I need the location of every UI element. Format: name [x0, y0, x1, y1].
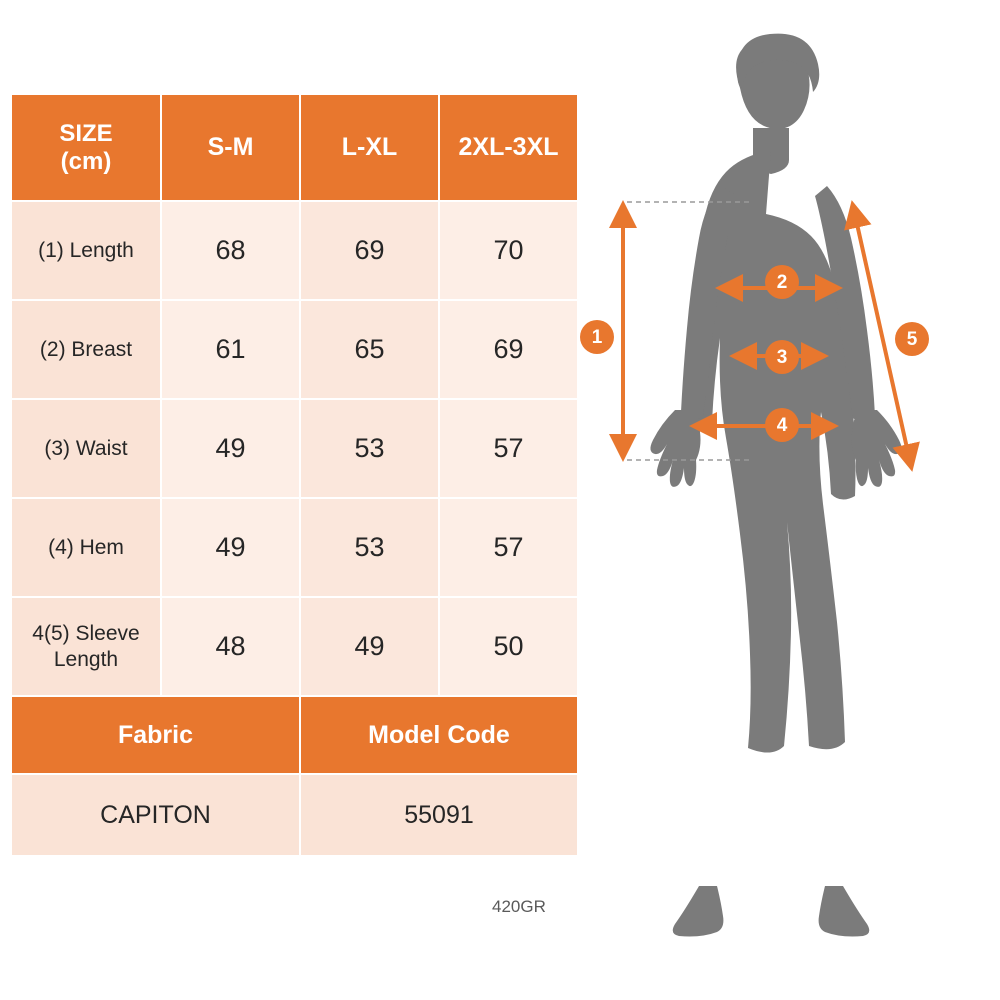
body-shape [686, 34, 856, 753]
marker-badge-3: 3 [765, 340, 799, 374]
cell-waist-s-m: 49 [161, 399, 300, 498]
cell-hem-l-xl: 53 [300, 498, 439, 597]
table-header-row [11, 94, 578, 201]
feet-shape [673, 886, 870, 937]
cell-waist-2xl-3xl: 57 [439, 399, 578, 498]
fabric-weight-note: 420GR [492, 897, 546, 916]
row-label-hem: (4) Hem [11, 498, 161, 597]
cell-length-2xl-3xl: 70 [439, 201, 578, 300]
marker-badge-1: 1 [580, 320, 614, 354]
cell-breast-l-xl: 65 [300, 300, 439, 399]
marker-badge-4: 4 [765, 408, 799, 442]
row-label-waist: (3) Waist [11, 399, 161, 498]
row-label-length: (1) Length [11, 201, 161, 300]
row-label-breast: (2) Breast [11, 300, 161, 399]
table-row [11, 300, 578, 399]
cell-sleeve-s-m: 48 [161, 597, 300, 696]
table-row [11, 597, 578, 696]
cell-waist-l-xl: 53 [300, 399, 439, 498]
table-row [11, 399, 578, 498]
size-chart-table [10, 93, 579, 857]
cell-length-l-xl: 69 [300, 201, 439, 300]
footer-header-model-code: Model Code [300, 696, 578, 774]
measurement-figure [575, 20, 995, 970]
cell-sleeve-l-xl: 49 [300, 597, 439, 696]
cell-breast-s-m: 61 [161, 300, 300, 399]
table-row [11, 498, 578, 597]
table-footer-value-row [11, 774, 578, 856]
marker-badge-5: 5 [895, 322, 929, 356]
marker-badge-2: 2 [765, 265, 799, 299]
footer-value-model-code: 55091 [300, 774, 578, 856]
footer-value-fabric: CAPITON [11, 774, 300, 856]
header-col-2xl-3xl: 2XL-3XL [439, 94, 578, 201]
row-label-sleeve-length: 4(5) Sleeve Length [11, 597, 161, 696]
table-footer-header-row [11, 696, 578, 774]
table-row [11, 201, 578, 300]
cell-hem-s-m: 49 [161, 498, 300, 597]
cell-hem-2xl-3xl: 57 [439, 498, 578, 597]
footer-header-fabric: Fabric [11, 696, 300, 774]
header-size-line2: (cm) [60, 147, 112, 175]
header-size-line1: SIZE [59, 119, 113, 147]
header-size-label [11, 94, 161, 201]
header-col-s-m: S-M [161, 94, 300, 201]
cell-sleeve-2xl-3xl: 50 [439, 597, 578, 696]
header-col-l-xl: L-XL [300, 94, 439, 201]
female-silhouette-diagram [575, 20, 995, 970]
cell-breast-2xl-3xl: 69 [439, 300, 578, 399]
cell-length-s-m: 68 [161, 201, 300, 300]
